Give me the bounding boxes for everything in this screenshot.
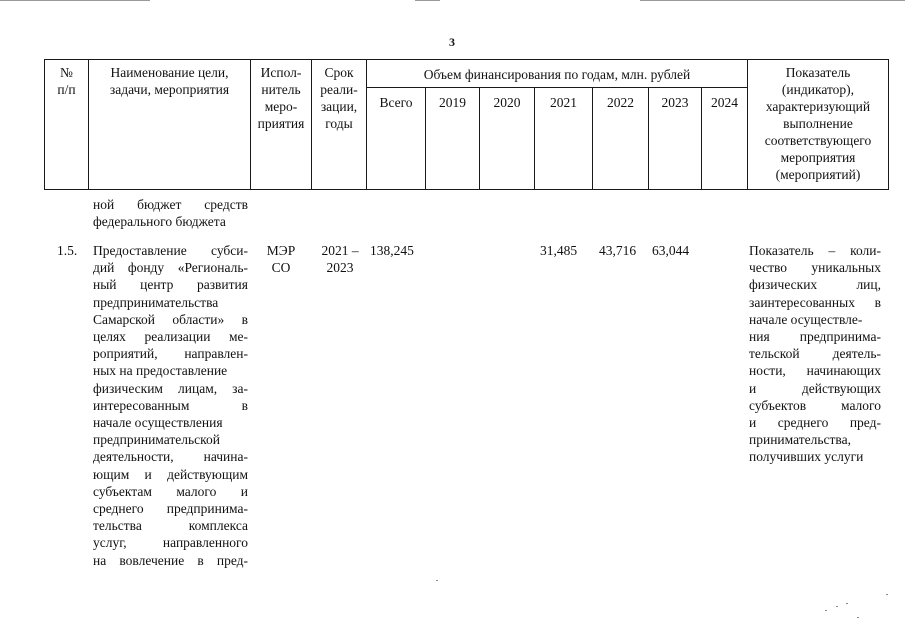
continuation-line: федерального бюджета <box>93 214 226 230</box>
header-term: Срок реали- зации, годы <box>320 65 358 131</box>
scan-edge-right <box>640 0 905 1</box>
scan-speck <box>886 594 888 595</box>
table-top-border <box>44 59 889 60</box>
row-indicator <box>749 242 881 466</box>
row-name <box>93 242 248 569</box>
row-name-line: услуг, направленного <box>93 535 248 551</box>
row-name-line: среднего предпринима- <box>93 501 248 517</box>
row-name-line: ных на предоставление <box>93 363 228 379</box>
header-year-2023: 2023 <box>661 95 689 110</box>
row-indicator-line: ния предпринима- <box>749 329 881 345</box>
row-indicator-line: начале осуществле- <box>749 311 863 327</box>
row-name-line: субъектам малого и <box>93 483 248 499</box>
scan-edge-mid <box>415 0 440 1</box>
row-indicator-line: тельской деятель- <box>749 346 881 362</box>
scan-speck <box>436 580 438 581</box>
row-indicator-line: заинтересованных в <box>749 294 881 310</box>
header-year-2021: 2021 <box>550 95 577 110</box>
row-name-line: на вовлечение в пред- <box>93 552 248 568</box>
row-name-line: предпринимательской <box>93 432 221 448</box>
header-year-2020: 2020 <box>493 95 521 110</box>
row-indicator-line: физических лиц, <box>749 277 881 293</box>
row-indicator-line: и среднего пред- <box>749 415 881 431</box>
row-total: 138,245 <box>370 243 414 258</box>
row-indicator-line: получивших услуги <box>749 449 864 465</box>
row-value-2023: 63,044 <box>652 243 690 258</box>
scan-speck <box>825 610 827 611</box>
table-right-border <box>888 59 889 190</box>
header-year-2022: 2022 <box>607 95 634 110</box>
row-name-line: физическим лицам, за- <box>93 380 248 396</box>
row-name-line: начале осуществления <box>93 415 223 431</box>
row-executor: МЭР СО <box>266 243 296 276</box>
row-name-line: Самарской области» в <box>93 311 248 327</box>
row-name-line: деятельности, начина- <box>93 449 248 465</box>
scan-speck <box>846 603 848 604</box>
header-year-2024: 2024 <box>711 95 738 110</box>
row-name-line: предпринимательства <box>93 294 219 310</box>
scan-speck <box>836 606 838 607</box>
row-name-line: роприятий, направлен- <box>93 346 248 362</box>
row-name-line: ющим и действующим <box>93 466 248 482</box>
header-funding: Объем финансирования по годам, млн. рублей <box>423 67 691 82</box>
header-total: Всего <box>379 95 413 110</box>
row-name-line: ный центр развития <box>93 277 248 293</box>
row-indicator-line: Показатель – коли- <box>749 243 881 258</box>
continuation-text <box>93 196 248 230</box>
row-name-line: тельства комплекса <box>93 518 248 534</box>
header-executor: Испол- нитель меро- приятия <box>257 65 305 131</box>
row-value-2022: 43,716 <box>599 243 637 258</box>
row-indicator-line: чество уникальных <box>749 260 881 276</box>
row-name-line: дий фонду «Региональ- <box>93 260 248 276</box>
header-year-2019: 2019 <box>439 95 466 110</box>
row-indicator-line: принимательства, <box>749 432 851 448</box>
row-name-line: целях реализации ме- <box>93 329 248 345</box>
row-indicator-line: и действующих <box>749 380 881 396</box>
header-name: Наименование цели, задачи, мероприятия <box>109 65 230 97</box>
header-indicator: Показатель (индикатор), характеризующий выполнение соответствующего мероприятия (мероприятий) <box>764 65 872 182</box>
row-indicator-line: субъектов малого <box>749 397 881 413</box>
row-indicator-line: ности, начинающих <box>749 363 881 379</box>
table-header-bottom-border <box>44 189 889 190</box>
continuation-line: ной бюджет средств <box>93 197 248 212</box>
row-value-2021: 31,485 <box>540 243 578 258</box>
page-number: 3 <box>449 35 455 49</box>
row-term: 2021 – 2023 <box>321 243 359 276</box>
row-number: 1.5. <box>57 243 78 258</box>
header-num: № п/п <box>57 65 76 97</box>
funding-subheader-border <box>366 87 747 88</box>
scan-speck <box>857 617 859 618</box>
scan-edge-left <box>0 0 150 1</box>
row-name-line: интересованным в <box>93 397 248 413</box>
row-name-line: Предоставление субси- <box>93 243 248 258</box>
